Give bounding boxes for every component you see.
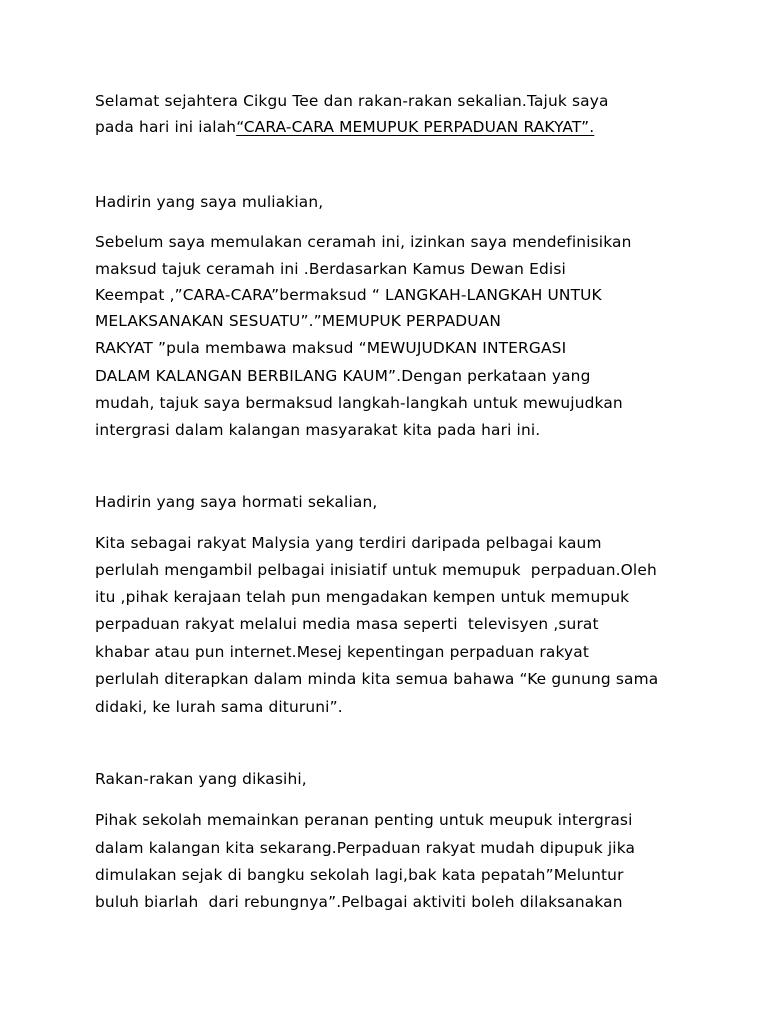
para1-line-5: RAKYAT ”pula membawa maksud “MEWUJUDKAN INTERGASI	[95, 339, 567, 357]
para3-line-2: dalam kalangan kita sekarang.Perpaduan rakyat mudah dipupuk jika	[95, 839, 636, 857]
speech-title: “CARA-CARA MEMUPUK PERPADUAN RAKYAT”.	[236, 118, 595, 136]
para3-line-4: buluh biarlah dari rebungnya”.Pelbagai aktiviti boleh dilaksanakan	[95, 893, 623, 911]
greeting-muliakian: Hadirin yang saya muliakian,	[95, 193, 324, 211]
para2-line-4: perpaduan rakyat melalui media masa seperti televisyen ,surat	[95, 615, 599, 633]
para2-line-3: itu ,pihak kerajaan telah pun mengadakan kempen untuk memupuk	[95, 588, 630, 606]
para1-line-8: intergrasi dalam kalangan masyarakat kita pada hari ini.	[95, 421, 541, 439]
intro-prefix: pada hari ini ialah	[95, 118, 237, 136]
para2-line-5: khabar atau pun internet.Mesej kepentingan perpaduan rakyat	[95, 643, 590, 661]
para1-line-7: mudah, tajuk saya bermaksud langkah-langkah untuk mewujudkan	[95, 394, 623, 412]
para2-line-6: perlulah diterapkan dalam minda kita semua bahawa “Ke gunung sama	[95, 670, 659, 688]
para3-line-3: dimulakan sejak di bangku sekolah lagi,bak kata pepatah”Meluntur	[95, 866, 624, 884]
greeting-dikasihi: Rakan-rakan yang dikasihi,	[95, 770, 307, 788]
intro-line-2	[95, 117, 594, 137]
intro-line-1: Selamat sejahtera Cikgu Tee dan rakan-rakan sekalian.Tajuk saya	[95, 92, 609, 110]
para2-line-2: perlulah mengambil pelbagai inisiatif untuk memupuk perpaduan.Oleh	[95, 561, 657, 579]
para1-line-4: MELAKSANAKAN SESUATU”.”MEMUPUK PERPADUAN	[95, 312, 502, 330]
para1-line-6: DALAM KALANGAN BERBILANG KAUM”.Dengan perkataan yang	[95, 367, 591, 385]
para3-line-1: Pihak sekolah memainkan peranan penting untuk meupuk intergrasi	[95, 811, 633, 829]
para2-line-7: didaki, ke lurah sama dituruni”.	[95, 698, 343, 716]
greeting-hormati: Hadirin yang saya hormati sekalian,	[95, 493, 378, 511]
para1-line-1: Sebelum saya memulakan ceramah ini, izinkan saya mendefinisikan	[95, 233, 632, 251]
para1-line-2: maksud tajuk ceramah ini .Berdasarkan Kamus Dewan Edisi	[95, 260, 566, 278]
para1-line-3: Keempat ,”CARA-CARA”bermaksud “ LANGKAH-LANGKAH UNTUK	[95, 286, 602, 304]
para2-line-1: Kita sebagai rakyat Malysia yang terdiri daripada pelbagai kaum	[95, 534, 602, 552]
